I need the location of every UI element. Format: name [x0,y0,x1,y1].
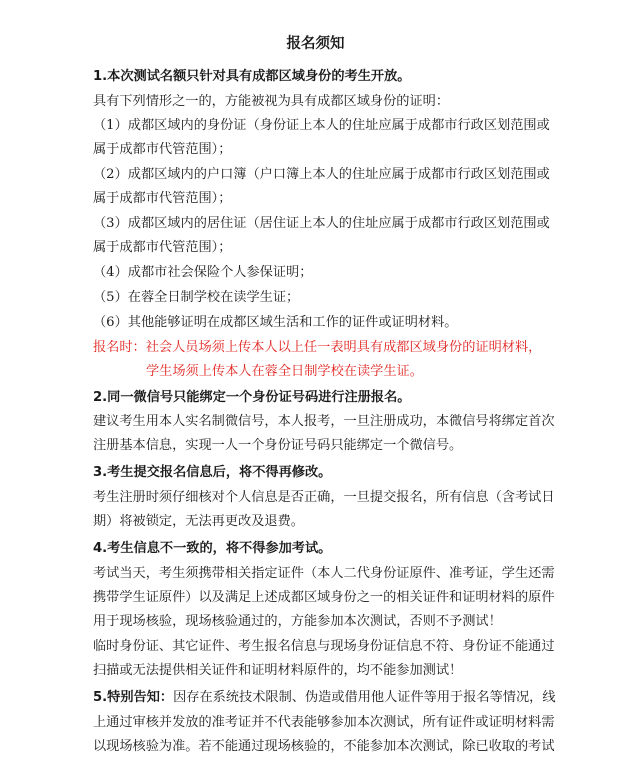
section-4-line-2: 携带学生证原件）以及满足上述成都区域身份之一的相关证件和证明材料的原件 [93,590,555,605]
section-4-line-1: 考试当天，考生须携带相关指定证件（本人二代身份证原件、准考证，学生还需 [93,566,555,581]
section-1-item-1-line-2: 属于成都市代管范围）； [93,142,232,157]
section-5-line-2: 上通过审核并发放的准考证并不代表能够参加本次测试，所有证件或证明材料需 [93,715,555,730]
section-1-note-line-2: 学生场须上传本人在蓉全日制学校在读学生证。 [146,364,423,379]
section-2-heading: 2.同一微信号只能绑定一个身份证号码进行注册报名。 [93,390,411,405]
section-5-heading: 5.特别告知： [93,690,174,705]
section-1-item-3-line-1: （3）成都区域内的居住证（居住证上本人的住址应属于成都市行政区划范围或 [93,216,550,231]
section-1-item-4: （4）成都市社会保险个人参保证明； [93,265,313,280]
section-3-heading: 3.考生提交报名信息后，将不得再修改。 [93,465,332,480]
section-3-line-2: 期）将被锁定，无法再更改及退费。 [93,514,304,529]
section-1-heading: 1.本次测试名额只针对具有成都区域身份的考生开放。 [93,69,411,84]
section-3-line-1: 考生注册时须仔细核对个人信息是否正确，一旦提交报名，所有信息（含考试日 [93,490,555,505]
section-1-item-2-line-1: （2）成都区域内的户口簿（户口簿上本人的住址应属于成都市行政区划范围或 [93,167,550,182]
section-1-item-1-line-1: （1）成都区域内的身份证（身份证上本人的住址应属于成都市行政区划范围或 [93,118,550,133]
section-1-item-3-line-2: 属于成都市代管范围）； [93,240,232,255]
section-4-line-3: 用于现场核验，现场核验通过的，方能参加本次测试，否则不予测试！ [93,614,502,629]
section-1-item-6: （6）其他能够证明在成都区域生活和工作的证件或证明材料。 [93,315,458,330]
section-4-heading: 4.考生信息不一致的，将不得参加考试。 [93,541,332,556]
section-4-line-5: 扫描或无法提供相关证件和证明材料原件的，均不能参加测试！ [93,663,463,678]
section-5-line-3: 以现场核验为准。若不能通过现场核验的，不能参加本次测试，除已收取的考试 [93,739,555,754]
page-title: 报名须知 [286,36,345,52]
section-1-intro: 具有下列情形之一的，方能被视为具有成都区域身份的证明： [93,94,450,109]
section-1-item-2-line-2: 属于成都市代管范围）； [93,191,232,206]
section-5-line-1 [93,689,556,707]
section-1-item-5: （5）在蓉全日制学校在读学生证； [93,290,300,305]
section-2-line-1: 建议考生用本人实名制微信号，本人报考，一旦注册成功，本微信号将绑定首次 [93,414,555,429]
section-5-line-1-rest: 因存在系统技术限制、伪造或借用他人证件等用于报名等情况，线 [173,690,556,705]
section-1-note-line-1: 报名时：社会人员场须上传本人以上任一表明具有成都区域身份的证明材料， [93,340,542,355]
section-4-line-4: 临时身份证、其它证件、考生报名信息与现场身份证信息不符、身份证不能通过 [93,639,555,654]
section-2-line-2: 注册基本信息，实现一人一个身份证号码只能绑定一个微信号。 [93,438,463,453]
